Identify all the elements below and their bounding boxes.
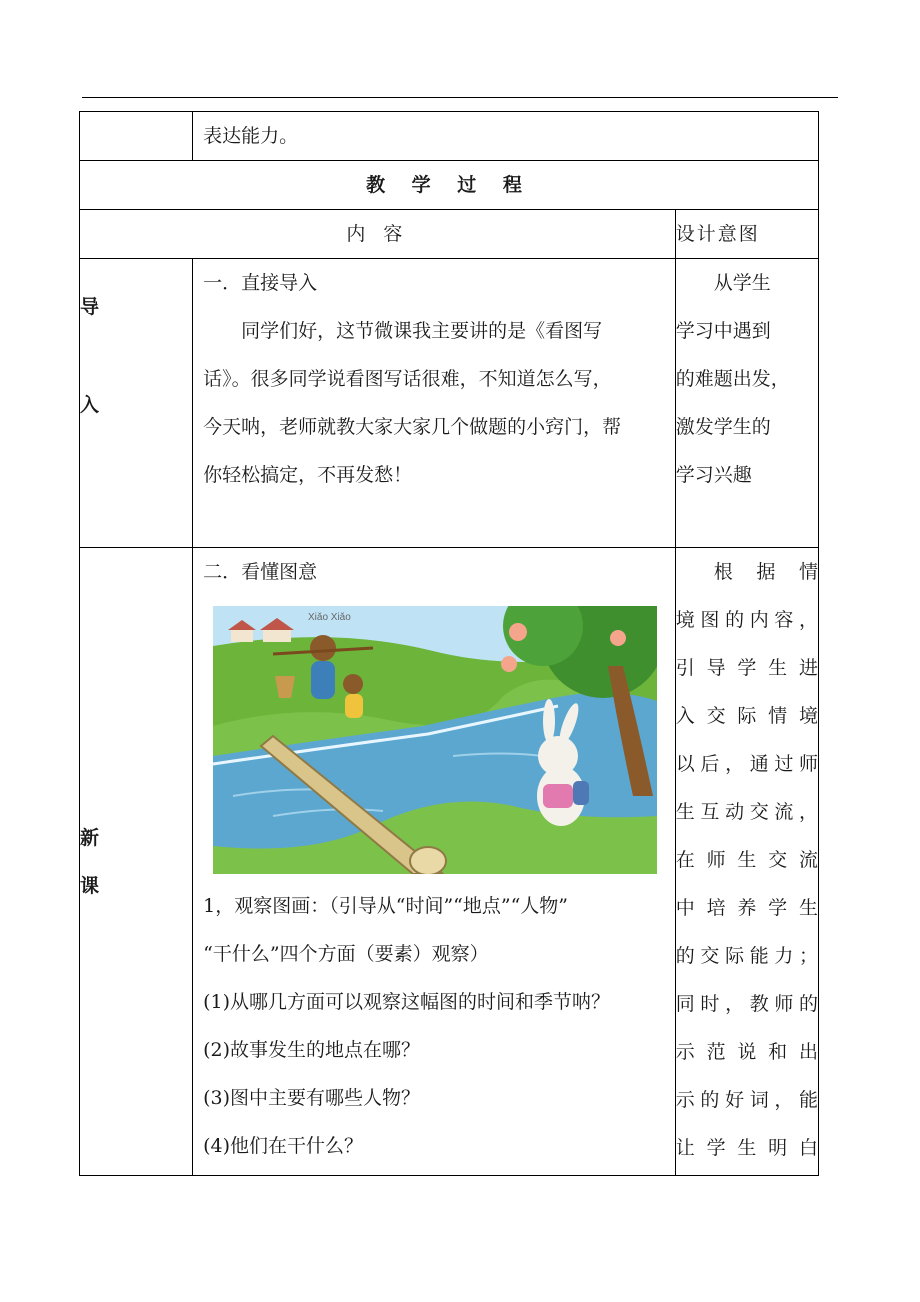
- question-item: (2)故事发生的地点在哪？: [203, 1039, 421, 1061]
- new-lesson-intent-line: 让 学 生 明 白: [675, 1137, 818, 1159]
- new-lesson-row: [80, 548, 819, 1176]
- illustration-peach: [610, 630, 626, 646]
- new-lesson-intent-line: 境图的内容，: [675, 609, 818, 631]
- intro-label-char: 入: [80, 394, 100, 416]
- intro-intent-line: 学习兴趣: [675, 464, 752, 486]
- header-rule: [82, 97, 838, 98]
- illustration-monkey-body: [311, 661, 335, 699]
- continuation-row: [80, 112, 819, 161]
- intro-row: [80, 259, 819, 548]
- illustration-caption: Xiǎo Xiǎo: [308, 612, 351, 623]
- intro-label-char: 导: [80, 296, 100, 318]
- new-lesson-intent-line: 在 师 生 交 流: [675, 849, 818, 871]
- new-lesson-label-char: 新: [80, 827, 100, 849]
- picture-story-illustration: [213, 606, 657, 874]
- new-lesson-label: [80, 548, 193, 1176]
- intro-intent-line: 激发学生的: [675, 416, 771, 438]
- empty-label-cell: [80, 112, 193, 161]
- new-lesson-label-char: 课: [80, 875, 100, 897]
- new-lesson-intent-line: 以后，通过师: [675, 753, 818, 775]
- illustration-rabbit-shirt: [543, 784, 573, 808]
- new-lesson-intent-line: 引 导 学 生 进: [675, 657, 818, 679]
- illustration-peach: [509, 623, 527, 641]
- new-lesson-intent-cell: [675, 548, 818, 1176]
- illustration-house: [263, 628, 291, 642]
- column-header-row: [80, 210, 819, 259]
- question-item: (4)他们在干什么？: [203, 1135, 364, 1157]
- intro-paragraph-line: 你轻松搞定，不再发愁！: [203, 464, 413, 486]
- illustration-small-monkey-body: [345, 694, 363, 718]
- new-lesson-intent-line: 示 范 说 和 出: [675, 1041, 818, 1063]
- question-item: (3)图中主要有哪些人物？: [203, 1087, 421, 1109]
- illustration-peach: [501, 656, 517, 672]
- intro-intent-line: 的难题出发，: [675, 368, 790, 390]
- intro-content-cell: [193, 259, 676, 548]
- new-lesson-title: 二．看懂图意: [203, 561, 318, 583]
- intro-intent-line: 从学生: [713, 272, 771, 294]
- intro-label: [80, 259, 193, 548]
- observe-line: “干什么”四个方面（要素）观察）: [203, 943, 489, 965]
- intro-intent-cell: [675, 259, 818, 548]
- intro-paragraph-line: 今天呐，老师就教大家大家几个做题的小窍门，帮: [203, 416, 622, 438]
- intro-title: 一．直接导入: [203, 272, 318, 294]
- section-heading: 教 学 过 程: [80, 161, 819, 210]
- new-lesson-intent-line: 入 交 际 情 境: [675, 705, 818, 727]
- continuation-text: 表达能力。: [203, 125, 299, 147]
- intro-paragraph-line: 话》。很多同学说看图写话很难，不知道怎么写，: [203, 368, 612, 390]
- illustration-rabbit-head: [538, 736, 578, 776]
- illustration-rabbit-backpack: [573, 781, 589, 805]
- continuation-cell: [193, 112, 819, 161]
- illustration-rabbit-ear: [543, 699, 555, 743]
- observe-line: 1，观察图画：（引导从“时间”“地点”“人物”: [203, 895, 569, 917]
- illustration-monkey-head: [310, 635, 336, 661]
- new-lesson-intent-line: 根 据 情: [713, 561, 818, 583]
- new-lesson-intent-line: 中 培 养 学 生: [675, 897, 818, 919]
- lesson-plan-table: [79, 111, 819, 1176]
- content-column-header: 内 容: [80, 210, 676, 259]
- new-lesson-intent-line: 同时，教师的: [675, 993, 818, 1015]
- illustration-log-end: [410, 847, 446, 874]
- intro-intent-line: 学习中遇到: [675, 320, 771, 342]
- intent-column-header: 设计意图: [675, 210, 818, 259]
- intro-paragraph-line: 同学们好，这节微课我主要讲的是《看图写: [241, 320, 603, 342]
- question-item: (1)从哪几方面可以观察这幅图的时间和季节呐？: [203, 991, 611, 1013]
- illustration-house: [231, 628, 253, 642]
- new-lesson-content-cell: [193, 548, 676, 1176]
- new-lesson-intent-line: 示的好词，能: [675, 1089, 818, 1111]
- section-heading-row: [80, 161, 819, 210]
- new-lesson-intent-line: 生互动交流，: [675, 801, 818, 823]
- new-lesson-intent-line: 的交际能力；: [675, 945, 818, 967]
- illustration-small-monkey: [343, 674, 363, 694]
